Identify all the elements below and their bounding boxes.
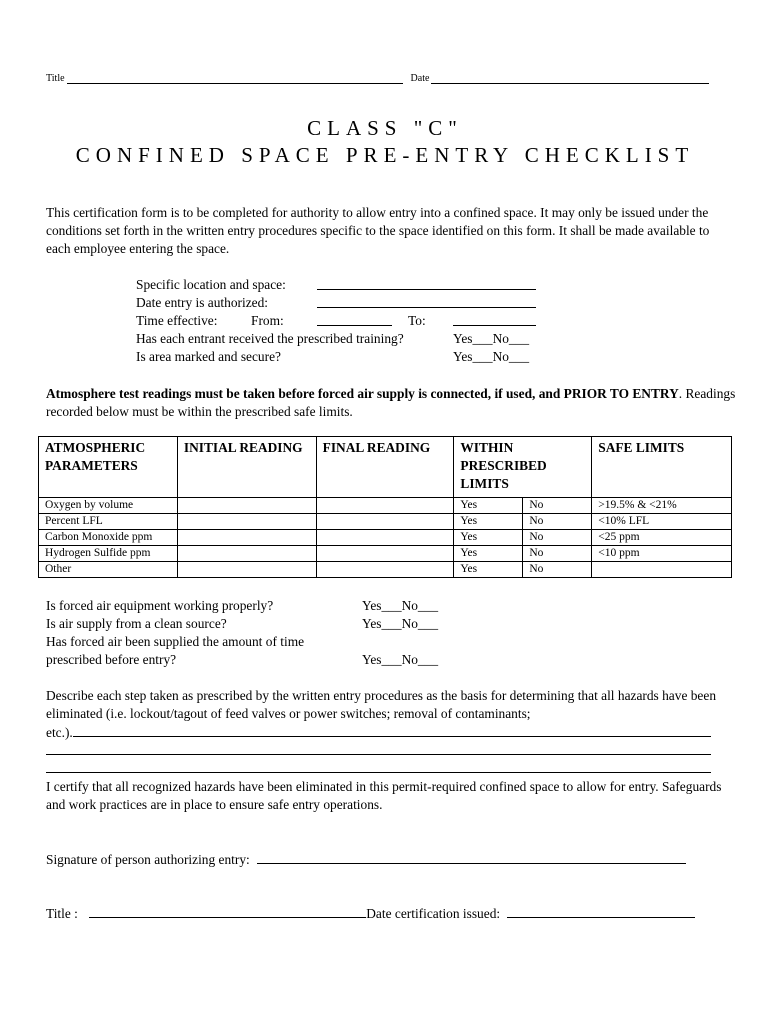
date-authorized-field[interactable]: [317, 294, 536, 313]
param-cell: Oxygen by volume: [39, 498, 178, 514]
param-cell: Hydrogen Sulfide ppm: [39, 546, 178, 562]
forced-air-question-3a: Has forced air been supplied the amount of time: [46, 634, 305, 649]
atmosphere-note-bold: Atmosphere test readings must be taken before forced air supply is connected, if used, and PRIOR TO ENTRY: [46, 386, 679, 401]
marked-question: Is area marked and secure?: [136, 349, 281, 364]
initial-cell[interactable]: [177, 498, 316, 514]
param-cell: Percent LFL: [39, 514, 178, 530]
table-row: [39, 514, 732, 530]
marked-yes-no[interactable]: Yes___No___: [453, 349, 530, 364]
describe-etc: etc.).: [46, 725, 73, 740]
initial-cell[interactable]: [177, 546, 316, 562]
atmosphere-note-rest: . Readings recorded below must be within the prescribed safe limits.: [46, 386, 736, 419]
initial-cell[interactable]: [177, 530, 316, 546]
param-cell: Other: [39, 562, 178, 578]
footer-line: [46, 904, 695, 923]
footer-date-label: Date certification issued:: [366, 906, 501, 921]
yes-cell[interactable]: Yes: [454, 562, 523, 578]
forced-air-yes-no-3[interactable]: Yes___No___: [362, 652, 439, 667]
initial-cell[interactable]: [177, 562, 316, 578]
final-cell[interactable]: [316, 514, 454, 530]
footer-title-field[interactable]: [89, 904, 366, 918]
to-label: To:: [408, 313, 426, 328]
no-cell[interactable]: No: [523, 546, 592, 562]
training-yes-no[interactable]: Yes___No___: [453, 331, 530, 346]
limit-cell: [592, 562, 732, 578]
signature-line: [46, 850, 686, 869]
footer-title-label: Title :: [46, 906, 78, 921]
no-cell[interactable]: No: [523, 530, 592, 546]
from-field[interactable]: [317, 312, 392, 331]
header-title-field[interactable]: [67, 73, 403, 84]
date-authorized-label: Date entry is authorized:: [136, 295, 268, 310]
forced-air-question-1: Is forced air equipment working properly?: [46, 598, 274, 613]
header-title-label: Title: [46, 73, 65, 84]
intro-paragraph: This certification form is to be completed for authority to allow entry into a confined space. It may only be issued under the conditions set forth in the written entry procedures specific to the space identified on this form. It shall be made available to each employee entering the space.: [46, 205, 710, 256]
footer-date-field[interactable]: [507, 904, 695, 918]
atmosphere-note: [46, 385, 736, 421]
limit-cell: <25 ppm: [592, 530, 732, 546]
final-cell[interactable]: [316, 546, 454, 562]
describe-field-2[interactable]: [46, 741, 711, 760]
signature-label: Signature of person authorizing entry:: [46, 852, 250, 867]
header-param: ATMOSPHERIC PARAMETERS: [39, 437, 178, 498]
heading-checklist: CONFINED SPACE PRE-ENTRY CHECKLIST: [75, 143, 695, 167]
header-date-field[interactable]: [431, 73, 709, 84]
param-cell: Carbon Monoxide ppm: [39, 530, 178, 546]
initial-cell[interactable]: [177, 514, 316, 530]
final-cell[interactable]: [316, 562, 454, 578]
yes-cell[interactable]: Yes: [454, 498, 523, 514]
location-field[interactable]: [317, 276, 536, 295]
final-cell[interactable]: [316, 498, 454, 514]
yes-cell[interactable]: Yes: [454, 514, 523, 530]
describe-paragraph: Describe each step taken as prescribed by the written entry procedures as the basis for determining that all hazards have been eliminated (i.e. lockout/tagout of feed valves or power switches; removal of contaminants;: [46, 688, 717, 721]
no-cell[interactable]: No: [523, 498, 592, 514]
describe-field-3[interactable]: [46, 759, 711, 778]
header-safe: SAFE LIMITS: [592, 437, 732, 498]
training-question: Has each entrant received the prescribed training?: [136, 331, 404, 346]
header-final: FINAL READING: [316, 437, 454, 498]
forced-air-question-2: Is air supply from a clean source?: [46, 616, 227, 631]
table-row: [39, 562, 732, 578]
time-effective-label: Time effective:: [136, 313, 218, 328]
header-within: WITHIN PRESCRIBED LIMITS: [454, 437, 592, 498]
limit-cell: >19.5% & <21%: [592, 498, 732, 514]
limit-cell: <10 ppm: [592, 546, 732, 562]
forced-air-question-3b: prescribed before entry?: [46, 652, 177, 667]
yes-cell[interactable]: Yes: [454, 530, 523, 546]
describe-etc-line: [46, 723, 711, 742]
describe-field-1[interactable]: [73, 723, 711, 737]
final-cell[interactable]: [316, 530, 454, 546]
table-row: [39, 546, 732, 562]
yes-cell[interactable]: Yes: [454, 546, 523, 562]
forced-air-yes-no-2[interactable]: Yes___No___: [362, 616, 439, 631]
header-date-label: Date: [410, 73, 430, 84]
signature-field[interactable]: [257, 850, 686, 864]
no-cell[interactable]: No: [523, 562, 592, 578]
table-row: [39, 530, 732, 546]
certify-paragraph: I certify that all recognized hazards have been eliminated in this permit-required confined space to allow for entry. Safeguards and work practices are in place to ensure safe entry operations.: [46, 779, 722, 812]
table-header-row: [39, 437, 732, 498]
limit-cell: <10% LFL: [592, 514, 732, 530]
to-field[interactable]: [453, 312, 536, 331]
location-label: Specific location and space:: [136, 277, 286, 292]
no-cell[interactable]: No: [523, 514, 592, 530]
table-row: [39, 498, 732, 514]
header-initial: INITIAL READING: [177, 437, 316, 498]
heading-class: CLASS "C": [307, 116, 463, 140]
from-label: From:: [251, 313, 284, 328]
forced-air-yes-no-1[interactable]: Yes___No___: [362, 598, 439, 613]
atmospheric-table: [38, 436, 732, 578]
header-line: [46, 73, 709, 84]
